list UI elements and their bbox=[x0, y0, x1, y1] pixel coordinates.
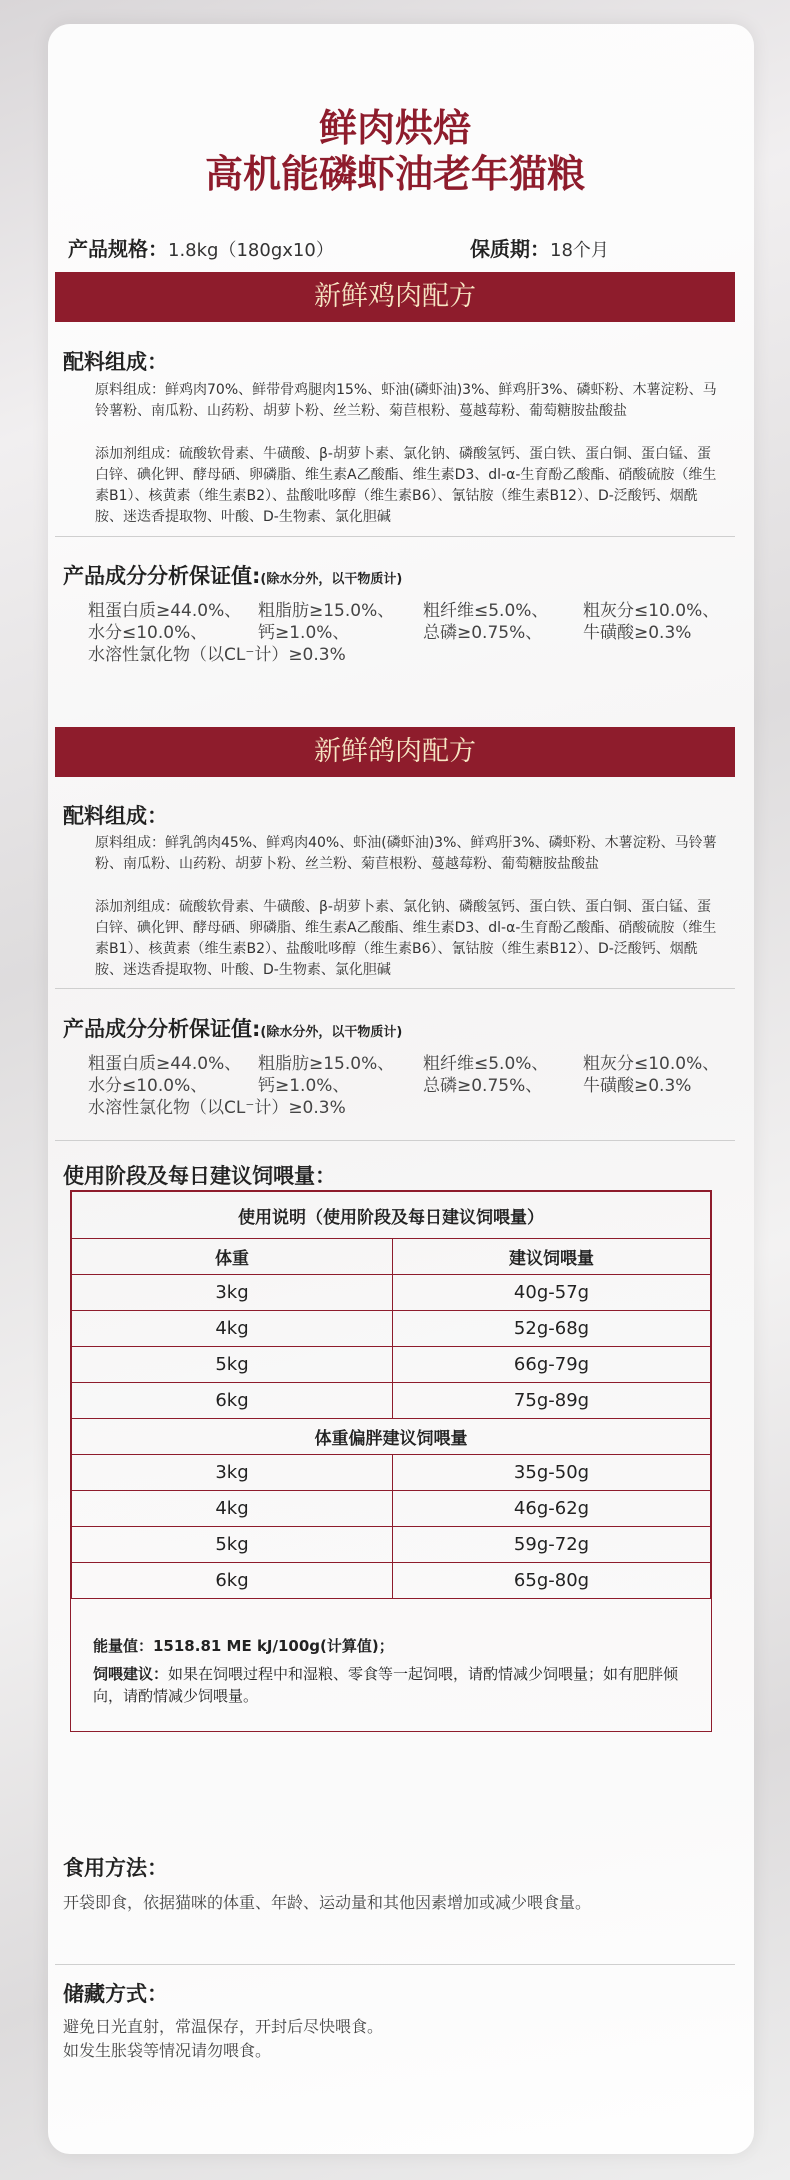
additive-ingredients: 添加剂组成：硫酸软骨素、牛磺酸、β-胡萝卜素、氯化钠、磷酸氢钙、蛋白铁、蛋白铜、蛋白锰、蛋白锌、碘化钾、酵母硒、卵磷脂、维生素A乙酸酯、维生素D3、dl-α-生育酚乙酸酯、硝酸硫胺（维生素B1）、核黄素（维生素B2）、盐酸吡哆醇（维生素B6）、氰钴胺（维生素B12）、D-泛酸钙、烟酰胺、迷迭香提取物、叶酸、D-生物素、氯化胆碱 bbox=[95, 446, 717, 525]
amount-cell: 65g-80g bbox=[393, 1563, 711, 1599]
recipe-pigeon-banner: 新鲜鸽肉配方 bbox=[55, 727, 735, 777]
advice-label: 饲喂建议： bbox=[93, 1665, 169, 1683]
ingredients-heading: 配料组成： bbox=[63, 350, 168, 374]
usage-heading: 食用方法： bbox=[63, 1856, 168, 1880]
divider bbox=[55, 1964, 735, 1965]
feeding-heading: 使用阶段及每日建议饲喂量： bbox=[63, 1164, 336, 1188]
analysis-value: 总磷≥0.75%、 bbox=[423, 1076, 543, 1096]
feeding-table bbox=[71, 1191, 711, 1599]
analysis-values bbox=[88, 1053, 748, 1119]
divider bbox=[55, 988, 735, 989]
column-header-amount: 建议饲喂量 bbox=[393, 1239, 711, 1275]
divider bbox=[55, 536, 735, 537]
table-row bbox=[72, 1527, 711, 1563]
shelf-life-label: 保质期： bbox=[470, 237, 550, 261]
analysis-value: 水溶性氯化物（以CL⁻计）≥0.3% bbox=[88, 1098, 346, 1118]
analysis-value: 钙≥1.0%、 bbox=[258, 1076, 350, 1096]
analysis-value: 牛磺酸≥0.3% bbox=[583, 1076, 692, 1096]
title-line2: 高机能磷虾油老年猫粮 bbox=[204, 152, 585, 196]
storage-line1: 避免日光直射，常温保存，开封后尽快喂食。 bbox=[63, 2017, 384, 2036]
analysis-value: 牛磺酸≥0.3% bbox=[583, 623, 692, 643]
overweight-title: 体重偏胖建议饲喂量 bbox=[72, 1419, 711, 1455]
analysis-note: (除水分外，以干物质计) bbox=[260, 572, 403, 587]
amount-cell: 66g-79g bbox=[393, 1347, 711, 1383]
analysis-value: 粗纤维≤5.0%、 bbox=[423, 1054, 549, 1074]
analysis-value: 粗灰分≤10.0%、 bbox=[583, 601, 720, 621]
table-row bbox=[72, 1563, 711, 1599]
recipe-chicken-banner: 新鲜鸡肉配方 bbox=[55, 272, 735, 322]
analysis-value: 水分≤10.0%、 bbox=[88, 623, 208, 643]
table-row bbox=[72, 1455, 711, 1491]
energy-value bbox=[93, 1635, 698, 1657]
feeding-table-title: 使用说明（使用阶段及每日建议饲喂量） bbox=[72, 1192, 711, 1239]
advice-text: 如果在饲喂过程中和湿粮、零食等一起饲喂，请酌情减少饲喂量；如有肥胖倾向，请酌情减少饲喂量。 bbox=[93, 1665, 679, 1705]
table-row bbox=[72, 1275, 711, 1311]
analysis-value: 粗灰分≤10.0%、 bbox=[583, 1054, 720, 1074]
spec-value: 1.8kg（180gx10） bbox=[168, 240, 334, 261]
raw-ingredients: 原料组成：鲜乳鸽肉45%、鲜鸡肉40%、虾油(磷虾油)3%、鲜鸡肝3%、磷虾粉、木薯淀粉、马铃薯粉、南瓜粉、山药粉、胡萝卜粉、丝兰粉、菊苣根粉、蔓越莓粉、葡萄糖胺盐酸盐 bbox=[95, 835, 717, 872]
storage-heading: 储藏方式： bbox=[63, 1982, 168, 2006]
title-line1: 鲜肉烘焙 bbox=[318, 106, 471, 150]
spec-row bbox=[68, 233, 334, 262]
amount-cell: 46g-62g bbox=[393, 1491, 711, 1527]
analysis-value: 粗脂肪≥15.0%、 bbox=[258, 601, 395, 621]
amount-cell: 59g-72g bbox=[393, 1527, 711, 1563]
shelf-life-row bbox=[470, 233, 609, 262]
additive-ingredients: 添加剂组成：硫酸软骨素、牛磺酸、β-胡萝卜素、氯化钠、磷酸氢钙、蛋白铁、蛋白铜、蛋白锰、蛋白锌、碘化钾、酵母硒、卵磷脂、维生素A乙酸酯、维生素D3、dl-α-生育酚乙酸酯、硝酸硫胺（维生素B1）、核黄素（维生素B2）、盐酸吡哆醇（维生素B6）、氰钴胺（维生素B12）、D-泛酸钙、烟酰胺、迷迭香提取物、叶酸、D-生物素、氯化胆碱 bbox=[95, 899, 717, 978]
analysis-heading bbox=[63, 1013, 402, 1043]
amount-cell: 75g-89g bbox=[393, 1383, 711, 1419]
shelf-life-value: 18个月 bbox=[550, 240, 609, 261]
divider bbox=[55, 1140, 735, 1141]
analysis-note: (除水分外，以干物质计) bbox=[260, 1025, 403, 1040]
spec-label: 产品规格： bbox=[68, 237, 168, 261]
table-row bbox=[72, 1347, 711, 1383]
weight-cell: 4kg bbox=[72, 1491, 393, 1527]
analysis-value: 粗脂肪≥15.0%、 bbox=[258, 1054, 395, 1074]
analysis-values bbox=[88, 600, 748, 666]
column-header-weight: 体重 bbox=[72, 1239, 393, 1275]
weight-cell: 5kg bbox=[72, 1347, 393, 1383]
amount-cell: 40g-57g bbox=[393, 1275, 711, 1311]
ingredients-heading: 配料组成： bbox=[63, 804, 168, 828]
amount-cell: 52g-68g bbox=[393, 1311, 711, 1347]
weight-cell: 4kg bbox=[72, 1311, 393, 1347]
feeding-advice bbox=[93, 1663, 698, 1707]
analysis-value: 水分≤10.0%、 bbox=[88, 1076, 208, 1096]
analysis-value: 钙≥1.0%、 bbox=[258, 623, 350, 643]
weight-cell: 3kg bbox=[72, 1275, 393, 1311]
analysis-value: 水溶性氯化物（以CL⁻计）≥0.3% bbox=[88, 645, 346, 665]
storage-line2: 如发生胀袋等情况请勿喂食。 bbox=[63, 2041, 272, 2060]
analysis-value: 粗蛋白质≥44.0%、 bbox=[88, 1054, 242, 1074]
analysis-value: 粗纤维≤5.0%、 bbox=[423, 601, 549, 621]
table-row bbox=[72, 1383, 711, 1419]
analysis-heading-text: 产品成分分析保证值: bbox=[63, 1017, 261, 1041]
amount-cell: 35g-50g bbox=[393, 1455, 711, 1491]
analysis-value: 粗蛋白质≥44.0%、 bbox=[88, 601, 242, 621]
weight-cell: 3kg bbox=[72, 1455, 393, 1491]
energy-text: 能量值：1518.81 ME kJ/100g(计算值)； bbox=[93, 1637, 394, 1655]
weight-cell: 6kg bbox=[72, 1383, 393, 1419]
weight-cell: 6kg bbox=[72, 1563, 393, 1599]
weight-cell: 5kg bbox=[72, 1527, 393, 1563]
feeding-table-box bbox=[70, 1190, 712, 1732]
table-row bbox=[72, 1491, 711, 1527]
analysis-heading-text: 产品成分分析保证值: bbox=[63, 564, 261, 588]
analysis-heading bbox=[63, 560, 402, 590]
table-row bbox=[72, 1311, 711, 1347]
analysis-value: 总磷≥0.75%、 bbox=[423, 623, 543, 643]
raw-ingredients: 原料组成：鲜鸡肉70%、鲜带骨鸡腿肉15%、虾油(磷虾油)3%、鲜鸡肝3%、磷虾粉、木薯淀粉、马铃薯粉、南瓜粉、山药粉、胡萝卜粉、丝兰粉、菊苣根粉、蔓越莓粉、葡萄糖胺盐酸盐 bbox=[95, 382, 717, 419]
usage-text: 开袋即食，依据猫咪的体重、年龄、运动量和其他因素增加或减少喂食量。 bbox=[63, 1893, 592, 1912]
